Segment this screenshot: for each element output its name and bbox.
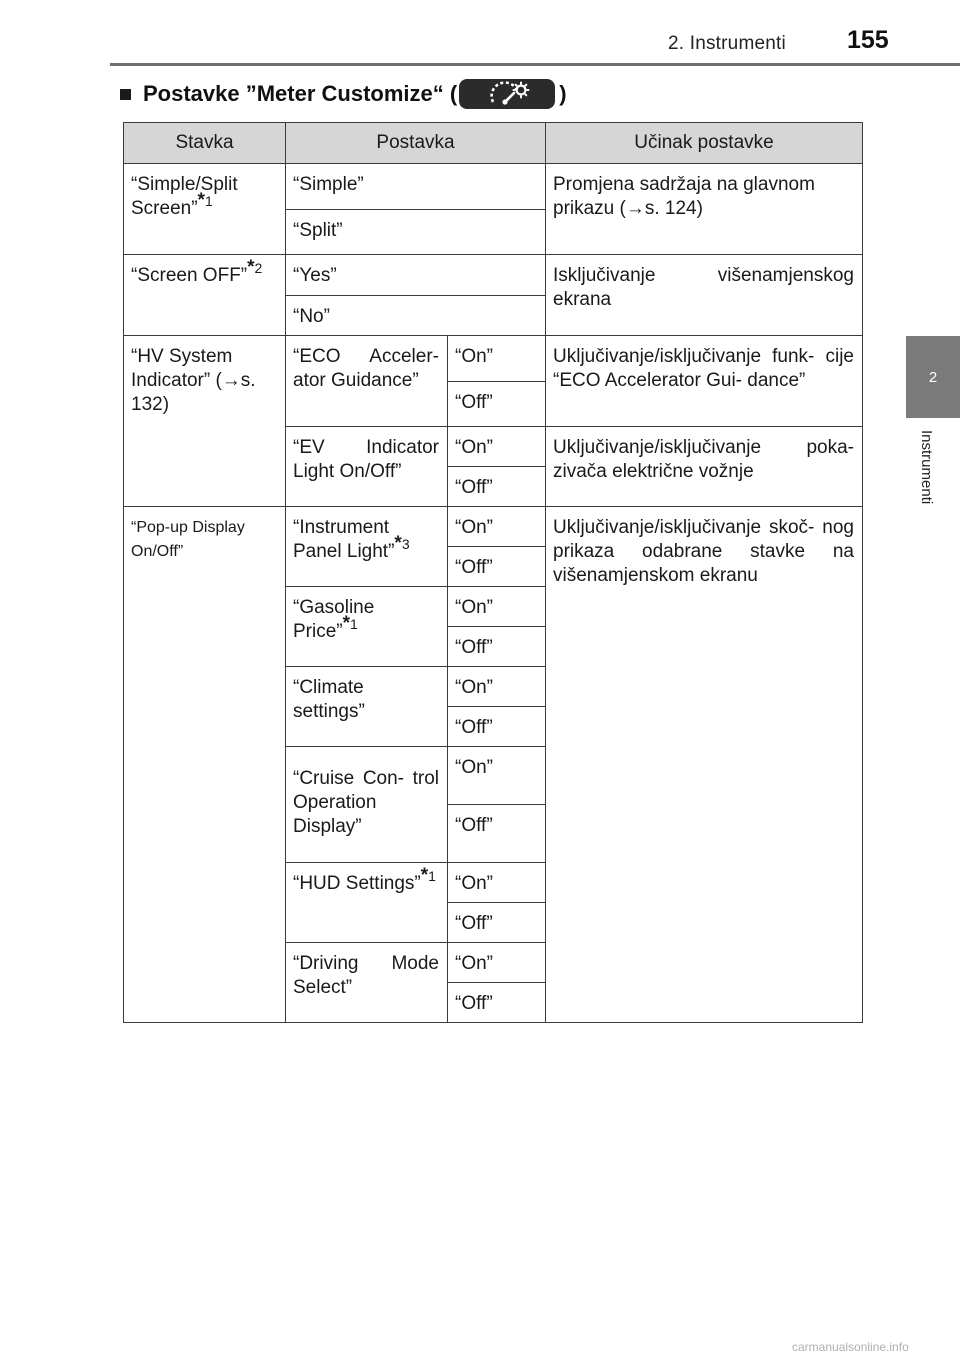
item-cell: “Simple/Split Screen”$^{*1}$: [124, 164, 286, 255]
chapter-tab[interactable]: [906, 336, 960, 418]
table-row: [124, 255, 863, 296]
section-title: 2. Instrumenti: [668, 33, 786, 54]
setting-value-cell: “Off”: [448, 382, 546, 427]
chapter-tab-number: 2: [928, 368, 938, 386]
item-cell: “Screen OFF”$^{*2}$: [124, 255, 286, 336]
sub-item-cell: “Climate settings”: [286, 667, 448, 747]
setting-value-cell: “On”: [448, 427, 546, 467]
setting-value-cell: “Yes”: [286, 255, 546, 296]
setting-value-cell: “On”: [448, 507, 546, 547]
column-header-effect: Učinak postavke: [546, 123, 863, 164]
sub-item-cell: “HUD Settings”$^{*1}$: [286, 863, 448, 943]
effect-cell: Uključivanje/isključivanje funk- cije “ECO Accelerator Gui- dance”: [546, 336, 863, 427]
chapter-tab-label: Instrumenti: [918, 430, 935, 505]
table-row: [124, 507, 863, 547]
column-header-setting: Postavka: [286, 123, 546, 164]
heading-suffix: ): [559, 81, 567, 106]
sub-item-cell: “EV Indicator Light On/Off”: [286, 427, 448, 507]
setting-value-cell: “On”: [448, 587, 546, 627]
table-row: [124, 336, 863, 382]
setting-value-cell: “Off”: [448, 805, 546, 863]
footer-watermark: carmanualsonline.info: [792, 1340, 909, 1354]
setting-value-cell: “Off”: [448, 627, 546, 667]
item-cell: “Pop-up Display On/Off”: [124, 507, 286, 1023]
effect-cell: Uključivanje/isključivanje skoč- nog prikaza odabrane stavke na višenamjenskom ekranu: [546, 507, 863, 1023]
section-heading: [120, 80, 567, 108]
meter-customize-gauge-icon: [459, 79, 555, 109]
table-header-row: [124, 123, 863, 164]
setting-value-cell: “Off”: [448, 467, 546, 507]
heading-text: Postavke ”Meter Customize“ (: [143, 81, 458, 106]
sub-item-cell: “Instrument Panel Light”$^{*3}$: [286, 507, 448, 587]
effect-cell: Promjena sadržaja na glavnom prikazu (→s. 124): [546, 164, 863, 255]
settings-table: [123, 122, 863, 1023]
square-bullet-icon: [120, 89, 131, 100]
page-number: 155: [847, 26, 889, 54]
setting-value-cell: “Off”: [448, 903, 546, 943]
setting-value-cell: “Off”: [448, 983, 546, 1023]
setting-value-cell: “Split”: [286, 210, 546, 255]
setting-value-cell: “On”: [448, 667, 546, 707]
setting-value-cell: “Off”: [448, 707, 546, 747]
setting-value-cell: “Off”: [448, 547, 546, 587]
setting-value-cell: “On”: [448, 863, 546, 903]
sub-item-cell: “ECO Acceler- ator Guidance”: [286, 336, 448, 427]
setting-value-cell: “No”: [286, 296, 546, 336]
setting-value-cell: “Simple”: [286, 164, 546, 210]
column-header-item: Stavka: [124, 123, 286, 164]
table-row: [124, 164, 863, 210]
sub-item-cell: “Driving Mode Select”: [286, 943, 448, 1023]
effect-cell: Isključivanje višenamjenskog ekrana: [546, 255, 863, 336]
setting-value-cell: “On”: [448, 943, 546, 983]
effect-cell: Uključivanje/isključivanje poka- zivača električne vožnje: [546, 427, 863, 507]
setting-value-cell: “On”: [448, 336, 546, 382]
sub-item-cell: “Gasoline Price”$^{*1}$: [286, 587, 448, 667]
header-divider: [110, 63, 960, 66]
sub-item-cell: “Cruise Con- trol Operation Display”: [286, 747, 448, 863]
setting-value-cell: “On”: [448, 747, 546, 805]
item-cell: “HV System Indicator” (→s. 132): [124, 336, 286, 507]
